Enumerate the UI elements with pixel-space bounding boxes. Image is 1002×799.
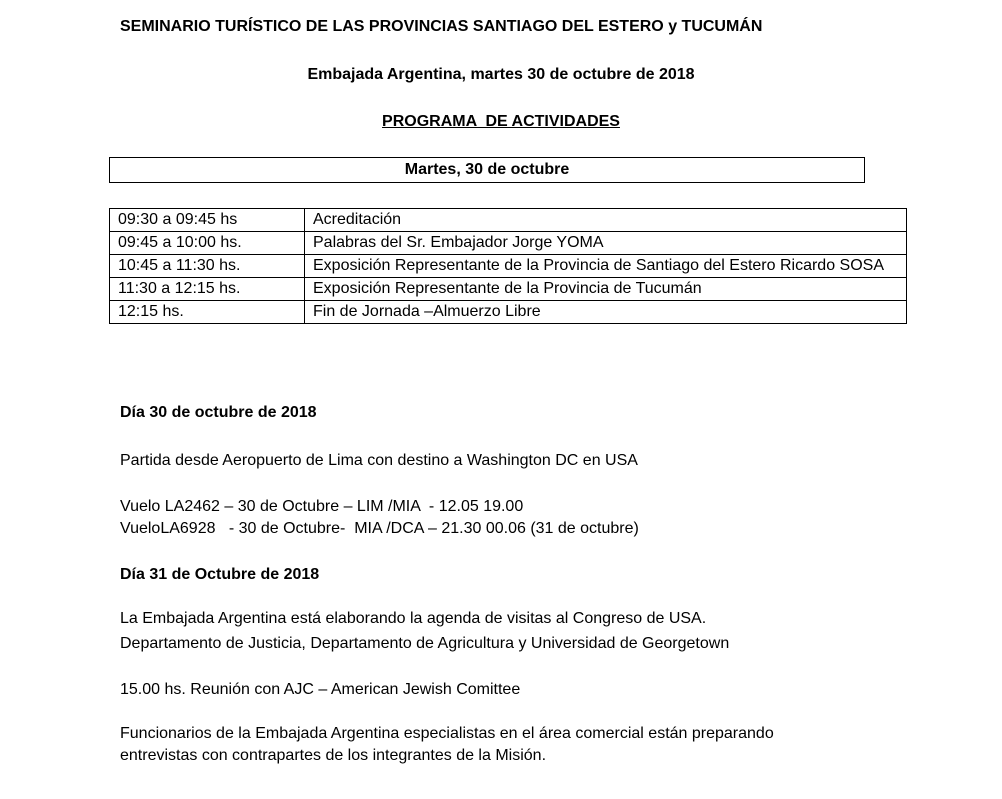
schedule-table: [109, 208, 907, 324]
day31-line-1: La Embajada Argentina está elaborando la agenda de visitas al Congreso de USA.: [120, 610, 707, 627]
schedule-activity: Palabras del Sr. Embajador Jorge YOMA: [305, 232, 907, 255]
program-heading: PROGRAMA DE ACTIVIDADES: [382, 113, 620, 130]
day-box: Martes, 30 de octubre: [109, 157, 865, 183]
flight-2: VueloLA6928 - 30 de Octubre- MIA /DCA – 21.30 00.06 (31 de octubre): [120, 520, 639, 537]
schedule-activity: Exposición Representante de la Provincia de Tucumán: [305, 278, 907, 301]
day31-heading: Día 31 de Octubre de 2018: [120, 566, 320, 583]
day31-paragraph-line-2: entrevistas con contrapartes de los integrantes de la Misión.: [120, 747, 547, 764]
day31-meeting: 15.00 hs. Reunión con AJC – American Jewish Comittee: [120, 681, 521, 698]
table-row: [110, 255, 907, 278]
day31-line-2: Departamento de Justicia, Departamento de Agricultura y Universidad de Georgetown: [120, 635, 730, 652]
day31-paragraph-line-1: Funcionarios de la Embajada Argentina especialistas en el área comercial están preparando: [120, 725, 774, 742]
table-row: [110, 278, 907, 301]
day30-heading: Día 30 de octubre de 2018: [120, 404, 317, 421]
schedule-time: 09:30 a 09:45 hs: [110, 209, 305, 232]
schedule-time: 12:15 hs.: [110, 301, 305, 324]
schedule-time: 10:45 a 11:30 hs.: [110, 255, 305, 278]
table-row: [110, 301, 907, 324]
flight-1: Vuelo LA2462 – 30 de Octubre – LIM /MIA - 12.05 19.00: [120, 498, 524, 515]
day30-departure: Partida desde Aeropuerto de Lima con destino a Washington DC en USA: [120, 452, 638, 469]
document-subtitle: Embajada Argentina, martes 30 de octubre de 2018: [307, 66, 695, 83]
table-row: [110, 209, 907, 232]
table-row: [110, 232, 907, 255]
schedule-activity: Acreditación: [305, 209, 907, 232]
schedule-time: 09:45 a 10:00 hs.: [110, 232, 305, 255]
schedule-time: 11:30 a 12:15 hs.: [110, 278, 305, 301]
schedule-activity: Fin de Jornada –Almuerzo Libre: [305, 301, 907, 324]
document-title: SEMINARIO TURÍSTICO DE LAS PROVINCIAS SANTIAGO DEL ESTERO y TUCUMÁN: [120, 18, 763, 35]
schedule-activity: Exposición Representante de la Provincia de Santiago del Estero Ricardo SOSA: [305, 255, 907, 278]
